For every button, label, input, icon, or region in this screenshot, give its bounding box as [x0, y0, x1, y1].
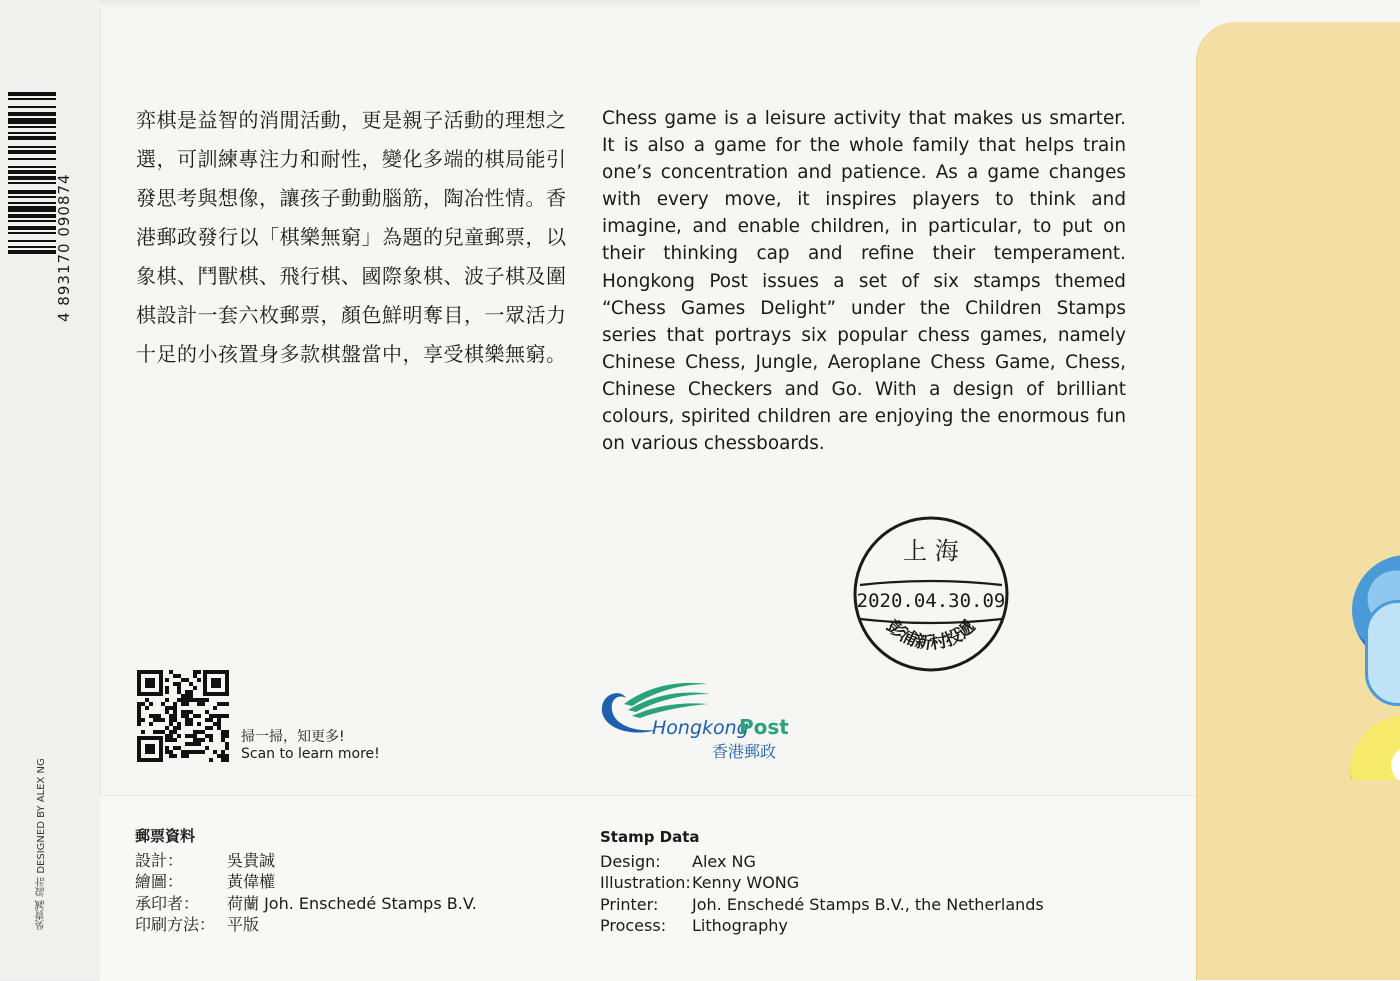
- stamp-data-key: Illustration:: [600, 873, 691, 892]
- stamp-data-value: Lithography: [692, 916, 788, 935]
- postmark-city: 上 海: [903, 537, 959, 565]
- stamp-data-key: 承印者：: [135, 893, 200, 913]
- stamp-data-row: [600, 851, 1044, 873]
- stamp-data-value: 平版: [227, 915, 260, 934]
- stamp-data-key: 繪圖：: [135, 872, 184, 891]
- postmark-office: 彭浦新村投遞: [882, 616, 980, 654]
- stamp-data-value: Alex NG: [692, 851, 756, 871]
- logo-text-post: Post: [739, 715, 789, 739]
- stamp-data-row: [600, 915, 1044, 937]
- barcode-digits: 4 893170 090874: [55, 173, 73, 322]
- barcode: [8, 92, 56, 302]
- stamp-data-key: Design:: [600, 851, 661, 871]
- stamp-data-value: Joh. Enschedé Stamps B.V., the Netherlands: [692, 894, 1044, 914]
- svg-text:彭浦新村投遞: [882, 616, 979, 654]
- stamp-data-english: [600, 827, 1044, 937]
- stamp-data-english-title: Stamp Data: [600, 828, 700, 846]
- hongkong-post-logo: [598, 680, 798, 765]
- stamp-data-value: 荷蘭 Joh. Enschedé Stamps B.V.: [227, 893, 477, 913]
- stamp-data-chinese-title: 郵票資料: [135, 827, 196, 845]
- stamp-data-row: [600, 872, 1044, 894]
- scan-prompt-chinese: 掃一掃，知更多!: [241, 729, 345, 745]
- stamp-data-row: [135, 893, 477, 915]
- card-lower-area: [1340, 780, 1400, 980]
- logo-text-hongkong: Hongkong: [652, 717, 749, 739]
- stamp-data-key: Process:: [600, 916, 667, 935]
- postmark-date: 2020.04.30.09: [856, 590, 1006, 612]
- stamp-data-row: [135, 850, 477, 872]
- top-flap-edge: [100, 0, 1200, 8]
- chinese-description: 弈棋是益智的消閒活動，更是親子活動的理想之選，可訓練專注力和耐性，變化多端的棋局能引發思考與想像，讓孩子動動腦筋，陶冶性情。香港郵政發行以「棋樂無窮」為題的兒童郵票，以象棋、鬥獸棋、飛行棋、國際象棋、波子棋及圍棋設計一套六枚郵票，顏色鮮明奪目，一眾活力十足的小孩置身多款棋盤當中，享受棋樂無窮。: [136, 108, 567, 366]
- english-description: Chess game is a leisure activity that makes us smarter. It is also a game for the whole family that helps train one’s concentration and patience. As a game changes with every move, it inspires players to think and imagine, and enable children, in particular, to put on their thinking cap and refine their temperament. Hongkong Post issues a set of six stamps themed “Chess Games Delight” under the Children Stamps series that portrays six popular chess games, namely Chinese Chess, Jungle, Aeroplane Chess Game, Chess, Chinese Checkers and Go. With a design of brilliant colours, spirited children are enjoying the enormous fun on various chessboards.: [602, 108, 1126, 455]
- logo-text-chinese: 香港郵政: [712, 742, 777, 761]
- stamp-data-row: [135, 914, 477, 936]
- stamp-data-row: [135, 871, 477, 893]
- stamp-data-value: 吳貴誠: [227, 850, 276, 870]
- qr-code[interactable]: [137, 670, 229, 762]
- scan-prompt-english: Scan to learn more!: [241, 746, 380, 762]
- stamp-data-value: Kenny WONG: [692, 873, 800, 892]
- card-artwork-blue-shape: [1365, 600, 1400, 706]
- stamp-data-key: Printer:: [600, 894, 659, 914]
- stamp-data-row: [600, 894, 1044, 916]
- stamp-data-value: 黃偉權: [227, 872, 276, 891]
- postmark: [852, 515, 1010, 673]
- designer-credit: 吳貴誠 設計 DESIGNED BY ALEX NG: [36, 758, 47, 930]
- stamp-data-chinese: [135, 826, 477, 936]
- stamp-data-key: 設計：: [135, 850, 184, 870]
- stamp-data-key: 印刷方法：: [135, 915, 216, 934]
